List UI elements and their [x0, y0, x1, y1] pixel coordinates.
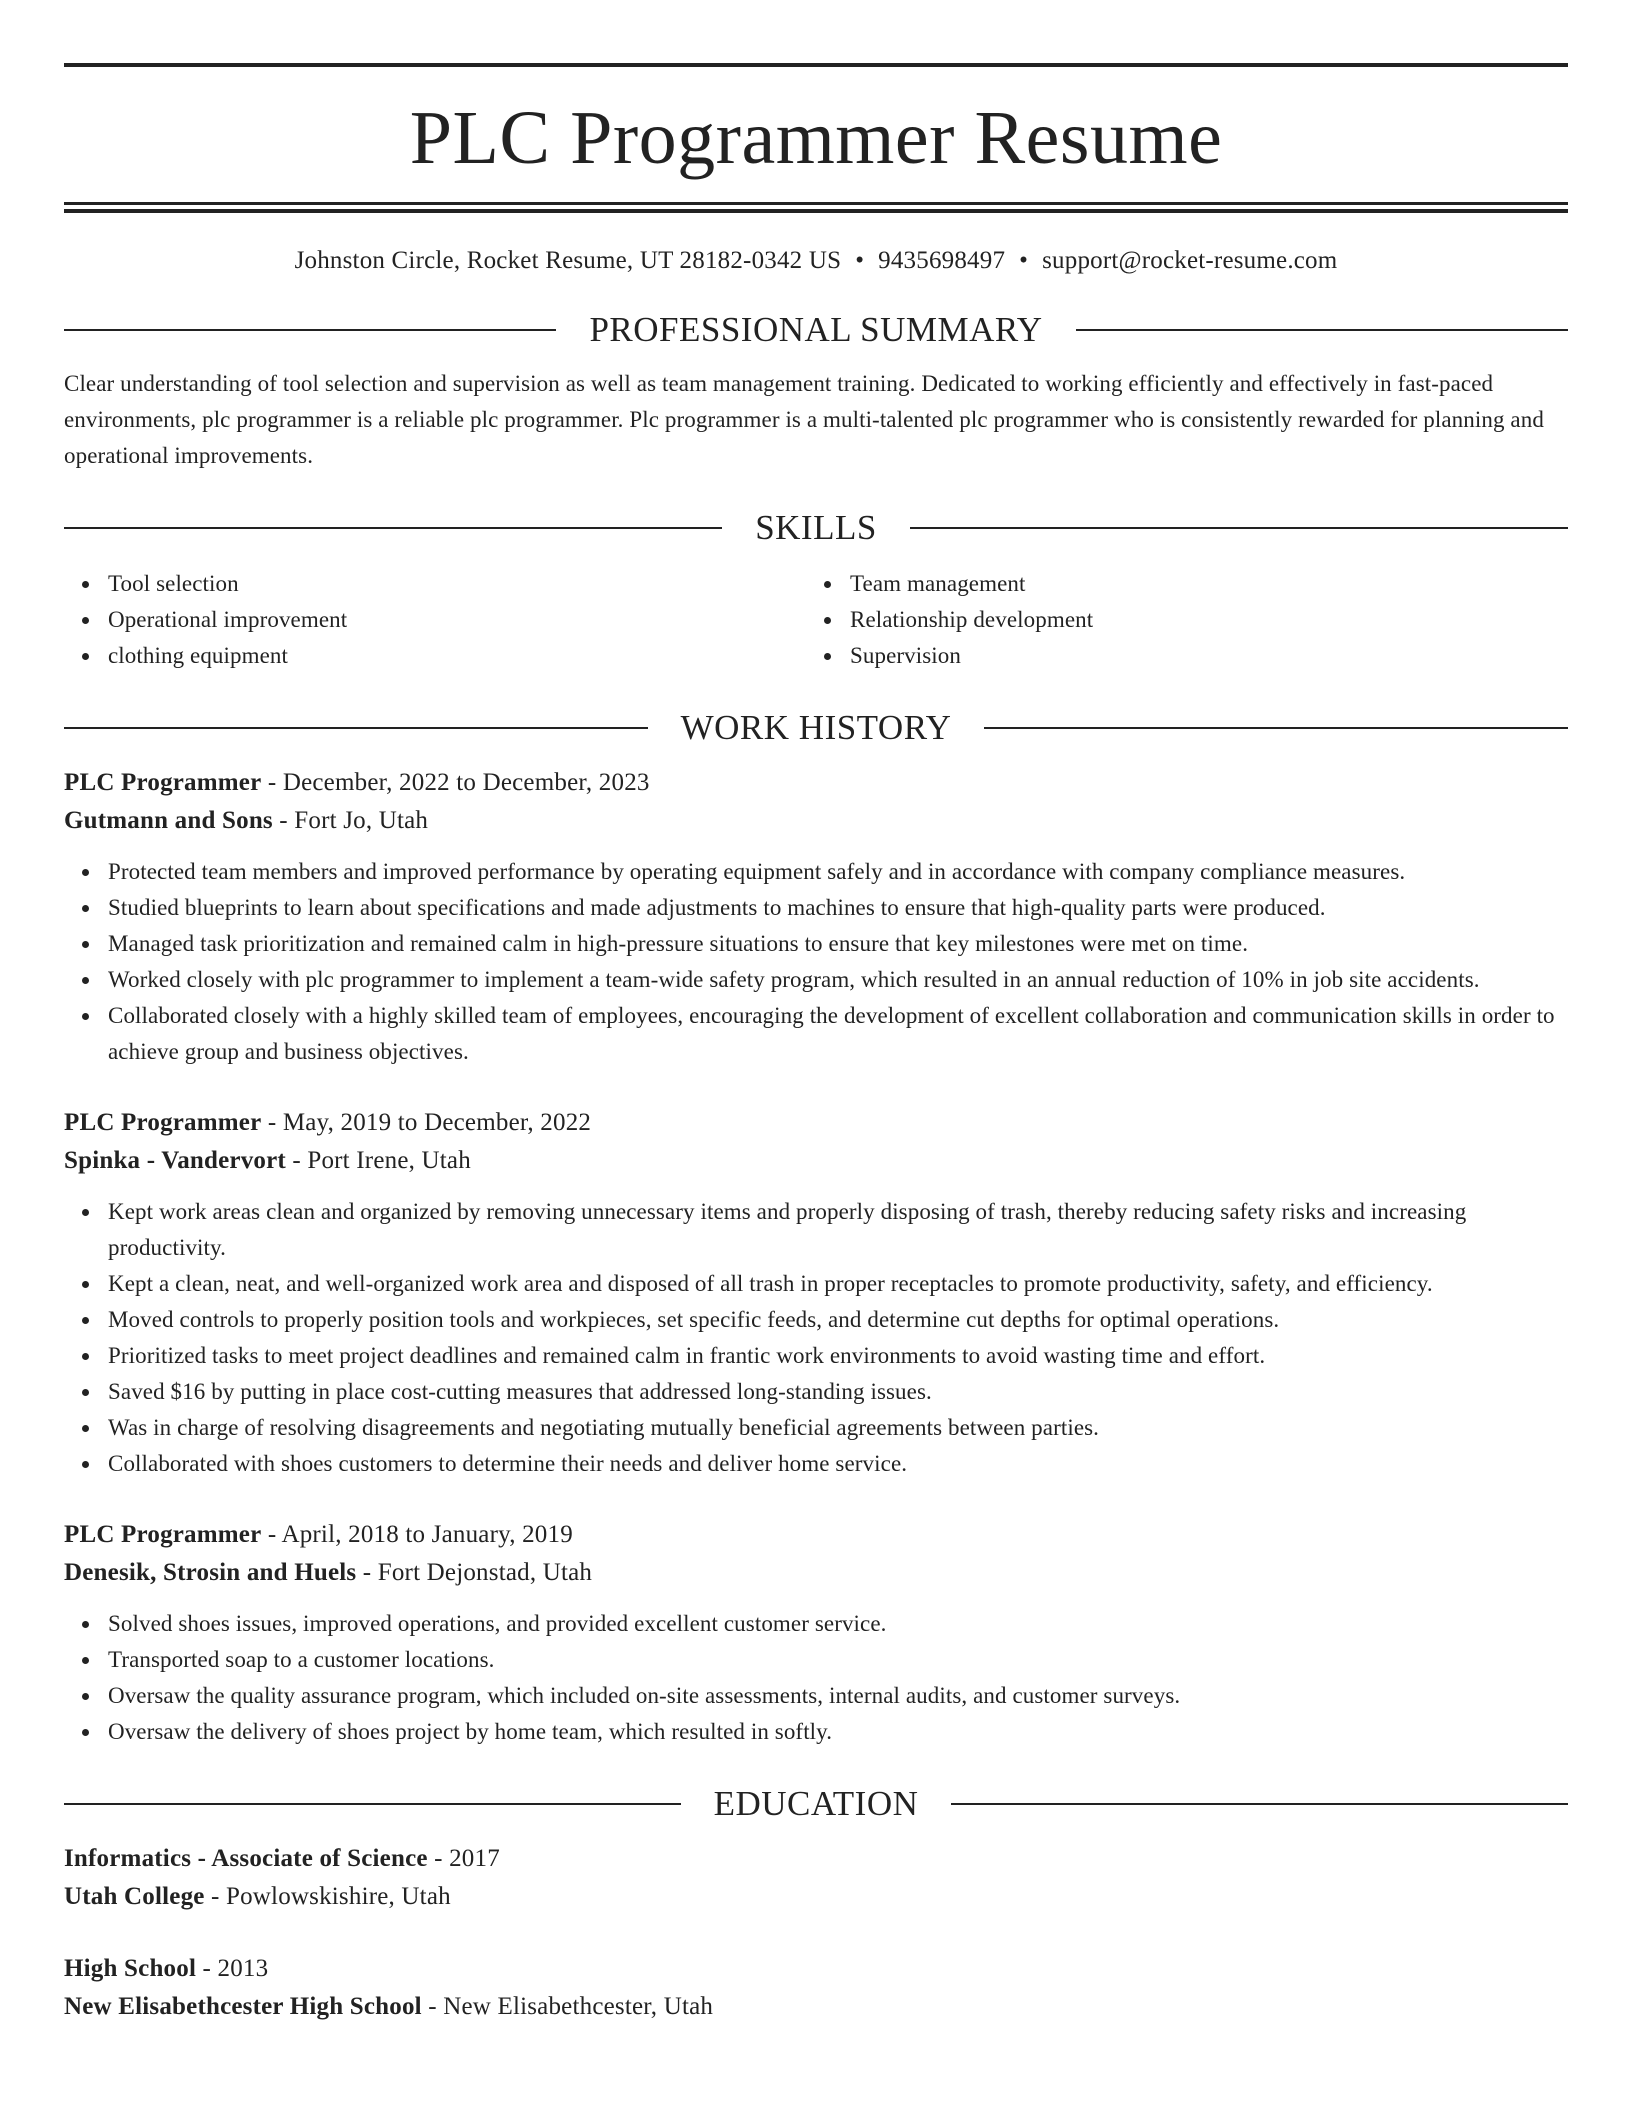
education-entry	[64, 1950, 1568, 2026]
section-rule	[1076, 329, 1568, 331]
education-degree: Informatics - Associate of Science	[64, 1845, 428, 1872]
contact-separator: •	[1019, 247, 1029, 274]
job-entry	[64, 1104, 1568, 1482]
skills-list-right	[806, 566, 1548, 674]
job-location: - Fort Dejonstad, Utah	[356, 1559, 593, 1586]
job-bullets	[64, 854, 1568, 1070]
summary-text: Clear understanding of tool selection and supervision as well as team management training. Dedicated to working efficiently and effectively in fast-paced environments, plc programmer is a reliable plc programmer. Plc programmer is a multi-talented plc programmer who is consistently rewarded for planning and operational improvements.	[64, 371, 1544, 468]
job-bullet: Collaborated with shoes customers to determine their needs and deliver home service.	[108, 1446, 1568, 1482]
skill-item: clothing equipment	[108, 638, 806, 674]
skill-item: Tool selection	[108, 566, 806, 602]
job-bullet: Collaborated closely with a highly skilled team of employees, encouraging the development of excellent collaboration and communication skills in order to achieve group and business objectives.	[108, 998, 1568, 1070]
education-degree-line	[64, 1840, 1568, 1878]
job-bullet: Was in charge of resolving disagreements and negotiating mutually beneficial agreements between parties.	[108, 1410, 1568, 1446]
job-bullet: Worked closely with plc programmer to implement a team-wide safety program, which resulted in an annual reduction of 10% in job site accidents.	[108, 962, 1568, 998]
job-bullet: Transported soap to a customer locations.	[108, 1642, 1568, 1678]
job-dates: - May, 2019 to December, 2022	[261, 1109, 592, 1136]
education-entry	[64, 1840, 1568, 1916]
education-year: - 2013	[196, 1955, 269, 1982]
education-degree-line	[64, 1950, 1568, 1988]
section-rule	[64, 1803, 681, 1805]
section-rule	[64, 727, 648, 729]
job-title: PLC Programmer	[64, 1521, 262, 1548]
job-bullet: Saved $16 by putting in place cost-cutting measures that addressed long-standing issues.	[108, 1374, 1568, 1410]
contact-separator: •	[855, 247, 865, 274]
education-location: - New Elisabethcester, Utah	[421, 1993, 714, 2020]
job-entry	[64, 764, 1568, 1070]
skill-item: Operational improvement	[108, 602, 806, 638]
section-rule	[64, 329, 556, 331]
education-school-line	[64, 1878, 1568, 1916]
job-bullets	[64, 1194, 1568, 1482]
section-header-work	[64, 708, 1568, 748]
job-bullet: Kept a clean, neat, and well-organized work area and disposed of all trash in proper receptacles to promote productivity, safety, and efficiency.	[108, 1266, 1568, 1302]
job-title-line	[64, 1516, 1568, 1554]
job-company: Spinka - Vandervort	[64, 1147, 286, 1174]
job-bullet: Studied blueprints to learn about specifications and made adjustments to machines to ensure that high-quality parts were produced.	[108, 890, 1568, 926]
section-header-skills	[64, 508, 1568, 548]
section-title: SKILLS	[755, 508, 877, 547]
contact-phone: 9435698497	[878, 247, 1006, 274]
job-company-line	[64, 802, 1568, 840]
section-rule	[64, 527, 722, 529]
job-bullet: Protected team members and improved performance by operating equipment safely and in accordance with company compliance measures.	[108, 854, 1568, 890]
job-bullet: Oversaw the quality assurance program, which included on-site assessments, internal audits, and customer surveys.	[108, 1678, 1568, 1714]
skill-item: Team management	[850, 566, 1548, 602]
job-bullet: Kept work areas clean and organized by removing unnecessary items and properly disposing of trash, thereby reducing safety risks and increasing productivity.	[108, 1194, 1568, 1266]
section-rule	[951, 1803, 1568, 1805]
contact-line	[64, 246, 1568, 276]
job-dates: - December, 2022 to December, 2023	[261, 769, 650, 796]
section-header-education	[64, 1784, 1568, 1824]
job-company: Gutmann and Sons	[64, 807, 273, 834]
section-title: WORK HISTORY	[680, 708, 952, 747]
education-degree: High School	[64, 1955, 197, 1982]
education-location: - Powlowskishire, Utah	[204, 1883, 451, 1910]
job-entry	[64, 1516, 1568, 1750]
job-bullet: Solved shoes issues, improved operations, and provided excellent customer service.	[108, 1606, 1568, 1642]
section-rule	[910, 527, 1568, 529]
job-company-line	[64, 1554, 1568, 1592]
skills-list-left	[64, 566, 806, 674]
title-double-rule	[64, 202, 1568, 213]
job-location: - Port Irene, Utah	[285, 1147, 471, 1174]
job-bullet: Managed task prioritization and remained calm in high-pressure situations to ensure that key milestones were met on time.	[108, 926, 1568, 962]
resume-page	[64, 0, 1568, 2026]
job-bullet: Oversaw the delivery of shoes project by home team, which resulted in softly.	[108, 1714, 1568, 1750]
job-company: Denesik, Strosin and Huels	[64, 1559, 357, 1586]
job-company-line	[64, 1142, 1568, 1180]
job-title-line	[64, 764, 1568, 802]
education-school: Utah College	[64, 1883, 205, 1910]
contact-email: support@rocket-resume.com	[1042, 247, 1338, 274]
page-title: PLC Programmer Resume	[409, 96, 1223, 180]
job-dates: - April, 2018 to January, 2019	[261, 1521, 573, 1548]
job-title: PLC Programmer	[64, 769, 262, 796]
job-bullet: Moved controls to properly position tools and workpieces, set specific feeds, and determine cut depths for optimal operations.	[108, 1302, 1568, 1338]
skills-grid	[64, 566, 1568, 674]
contact-address: Johnston Circle, Rocket Resume, UT 28182-0342 US	[294, 247, 842, 274]
job-bullet: Prioritized tasks to meet project deadlines and remained calm in frantic work environments to avoid wasting time and effort.	[108, 1338, 1568, 1374]
skill-item: Supervision	[850, 638, 1548, 674]
education-school: New Elisabethcester High School	[64, 1993, 422, 2020]
education-school-line	[64, 1988, 1568, 2026]
section-rule	[984, 727, 1568, 729]
section-header-summary	[64, 310, 1568, 350]
top-rule	[64, 63, 1568, 67]
job-location: - Fort Jo, Utah	[272, 807, 429, 834]
section-title: PROFESSIONAL SUMMARY	[589, 310, 1043, 349]
education-year: - 2017	[427, 1845, 500, 1872]
section-title: EDUCATION	[713, 1784, 919, 1823]
job-title-line	[64, 1104, 1568, 1142]
skill-item: Relationship development	[850, 602, 1548, 638]
job-title: PLC Programmer	[64, 1109, 262, 1136]
job-bullets	[64, 1606, 1568, 1750]
